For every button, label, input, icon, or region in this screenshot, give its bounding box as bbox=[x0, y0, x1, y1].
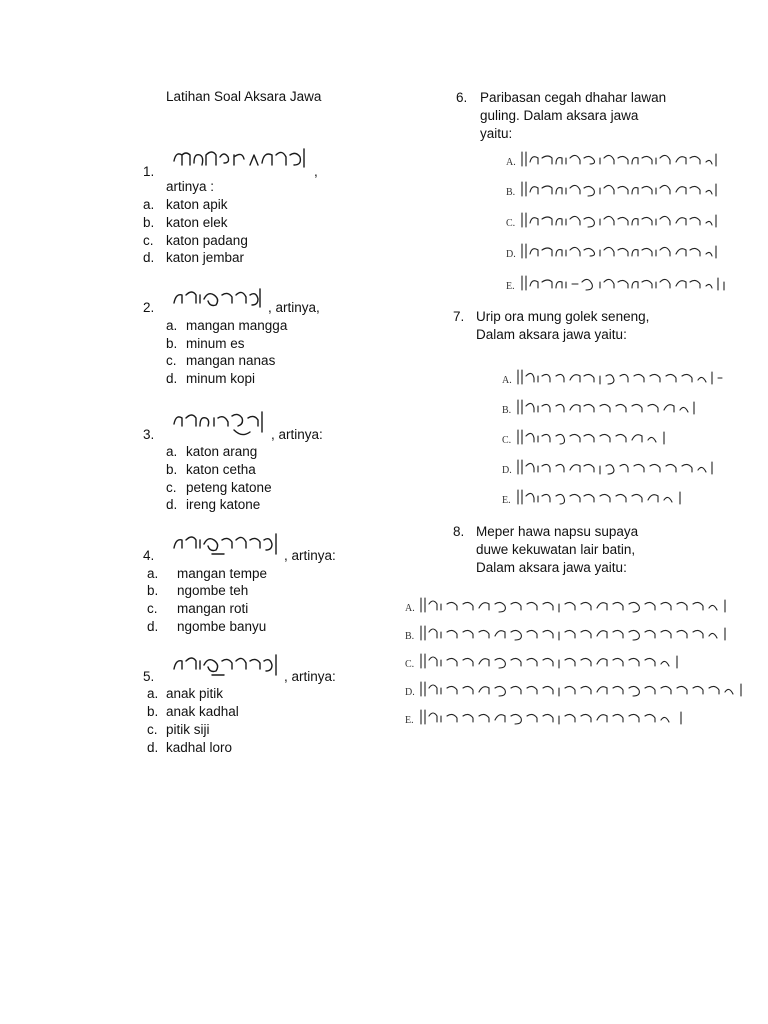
script-suffix: , artinya, bbox=[268, 300, 320, 315]
answer-option[interactable]: C. bbox=[405, 656, 705, 672]
question-number: 3. bbox=[143, 427, 155, 442]
javanese-script-image bbox=[172, 285, 264, 311]
javanese-script-image bbox=[516, 398, 706, 416]
artinya-label: artinya : bbox=[166, 179, 215, 194]
script-suffix: , artinya: bbox=[284, 669, 336, 684]
answer-option[interactable]: A. bbox=[405, 600, 750, 616]
script-suffix: , artinya: bbox=[271, 427, 323, 442]
javanese-script-image bbox=[516, 488, 706, 506]
answer-option[interactable]: E. bbox=[506, 278, 736, 294]
question-number: 2. bbox=[143, 300, 155, 315]
javanese-script-image bbox=[516, 368, 726, 386]
answer-option[interactable]: A. bbox=[502, 372, 732, 388]
question-number: 4. bbox=[143, 548, 155, 563]
answer-option[interactable]: E. bbox=[502, 492, 712, 508]
question-text-line: guling. Dalam aksara jawa bbox=[480, 108, 639, 123]
answer-option[interactable]: A. bbox=[506, 154, 726, 170]
answer-option[interactable]: B. bbox=[405, 628, 750, 644]
javanese-script-image bbox=[520, 150, 720, 168]
answer-option[interactable]: C. bbox=[502, 432, 682, 448]
javanese-script-image bbox=[419, 680, 749, 698]
answer-option[interactable]: B. bbox=[502, 402, 712, 418]
answer-option[interactable]: B. bbox=[506, 184, 726, 200]
question-text-line: Dalam aksara jawa yaitu: bbox=[476, 560, 627, 575]
answer-option[interactable]: D. bbox=[502, 462, 732, 478]
question-text-line: duwe kekuwatan lair batin, bbox=[476, 542, 636, 557]
javanese-script-image bbox=[419, 708, 694, 726]
javanese-script-image bbox=[520, 242, 720, 260]
question-text-line: Urip ora mung golek seneng, bbox=[476, 309, 650, 324]
javanese-script-image bbox=[172, 145, 312, 171]
answer-option[interactable]: C. bbox=[506, 215, 726, 231]
question-number: 5. bbox=[143, 669, 155, 684]
javanese-script-image bbox=[419, 652, 689, 670]
answer-option[interactable]: E. bbox=[405, 712, 705, 728]
javanese-script-image bbox=[520, 274, 730, 292]
javanese-script-image bbox=[520, 211, 720, 229]
question-text-line: Paribasan cegah dhahar lawan bbox=[480, 90, 667, 105]
question-text-line: yaitu: bbox=[480, 126, 513, 141]
question-number: 1. bbox=[143, 164, 155, 179]
javanese-script-image bbox=[516, 458, 726, 476]
javanese-script-image bbox=[516, 428, 676, 446]
page-title: Latihan Soal Aksara Jawa bbox=[166, 89, 322, 104]
javanese-script-image bbox=[172, 530, 280, 560]
javanese-script-image bbox=[172, 651, 280, 681]
question-text-line: Dalam aksara jawa yaitu: bbox=[476, 327, 627, 342]
answer-option[interactable]: D. bbox=[506, 246, 726, 262]
javanese-script-image bbox=[419, 596, 739, 614]
answer-option[interactable]: D. bbox=[405, 684, 755, 700]
question-number: 6. bbox=[456, 90, 468, 105]
question-number: 7. bbox=[453, 309, 465, 324]
script-suffix: , bbox=[314, 164, 318, 179]
javanese-script-image bbox=[419, 624, 739, 642]
question-text-line: Meper hawa napsu supaya bbox=[476, 524, 639, 539]
javanese-script-image bbox=[520, 180, 720, 198]
script-suffix: , artinya: bbox=[284, 548, 336, 563]
question-number: 8. bbox=[453, 524, 465, 539]
javanese-script-image bbox=[172, 408, 268, 442]
